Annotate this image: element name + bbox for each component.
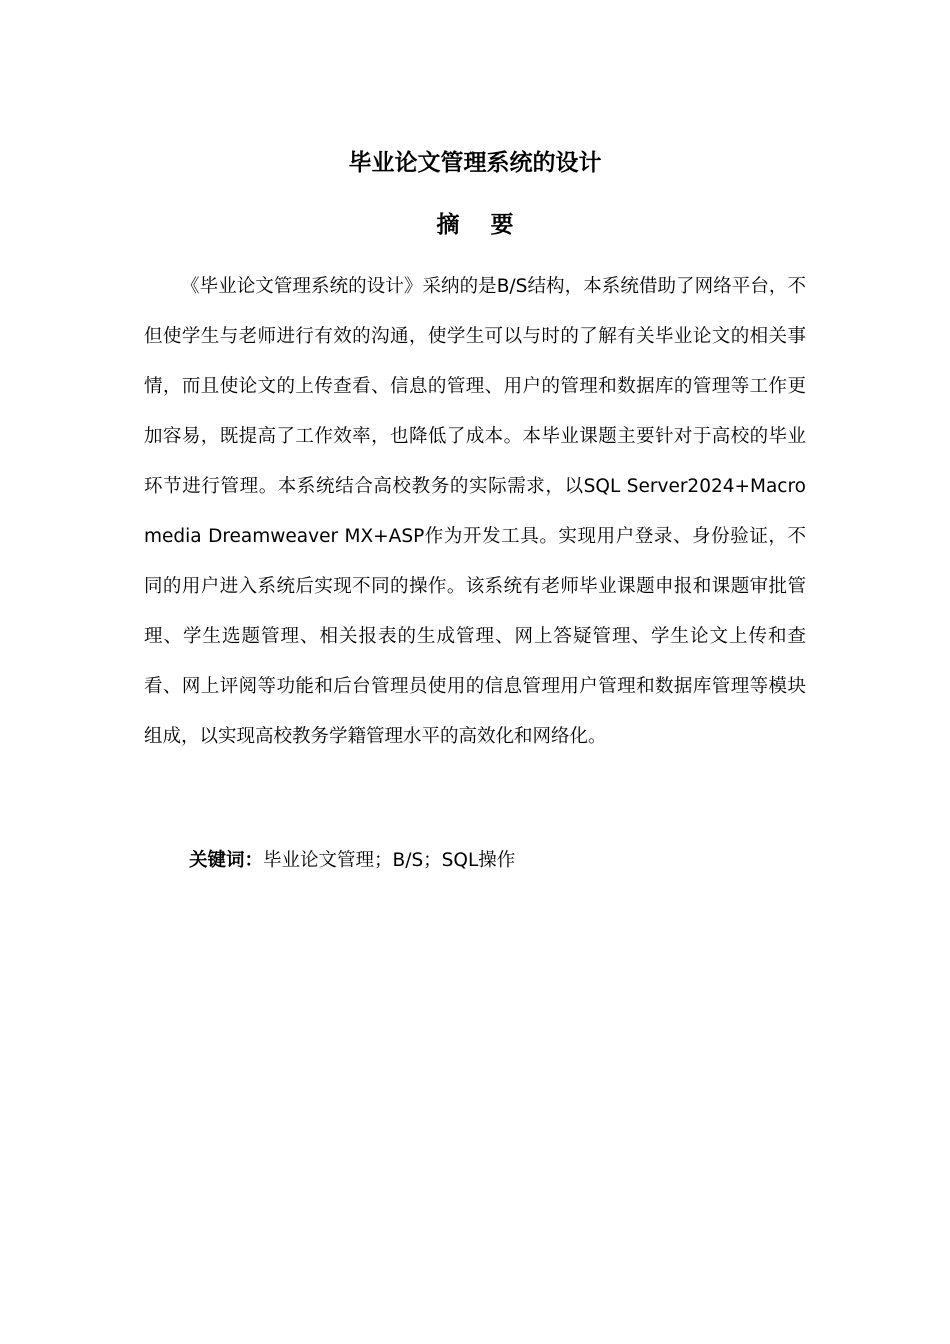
document-title: 毕业论文管理系统的设计 xyxy=(348,150,602,176)
keywords-line xyxy=(189,836,806,886)
abstract-paragraph: 《毕业论文管理系统的设计》采纳的是B/S结构，本系统借助了网络平台，不但使学生与老师进行有效的沟通，使学生可以与时的了解有关毕业论文的相关事情，而且使论文的上传查看、信息的管理、用户的管理和数据库的管理等工作更加容易，既提高了工作效率，也降低了成本。本毕业课题主要针对于高校的毕业环节进行管理。本系统结合高校教务的实际需求，以SQL Server2024+Macromedia Dreamweaver MX+ASP作为开发工具。实现用户登录、身份验证，不同的用户进入系统后实现不同的操作。该系统有老师毕业课题申报和课题审批管理、学生选题管理、相关报表的生成管理、网上答疑管理、学生论文上传和查看、网上评阅等功能和后台管理员使用的信息管理用户管理和数据库管理等模块组成，以实现高校教务学籍管理水平的高效化和网络化。 xyxy=(144,276,806,747)
abstract-heading: 摘 要 xyxy=(436,212,525,238)
keywords-value: 毕业论文管理；B/S；SQL操作 xyxy=(263,850,516,871)
keywords-label: 关键词： xyxy=(189,850,264,871)
